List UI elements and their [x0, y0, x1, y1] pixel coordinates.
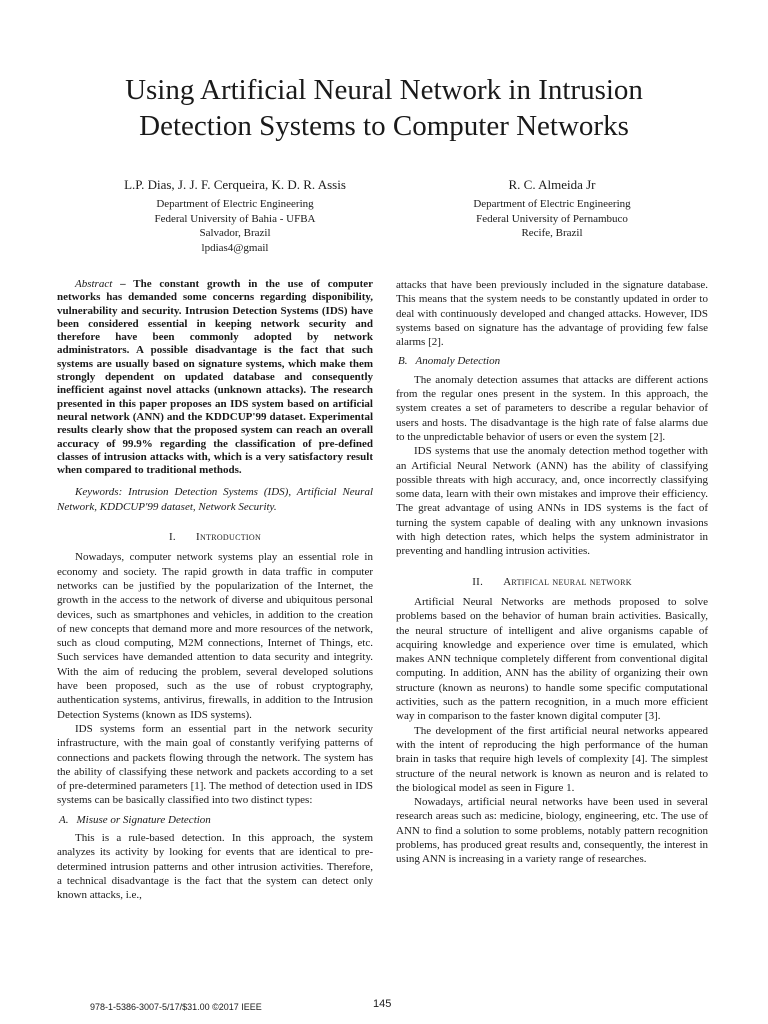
author-names: R. C. Almeida Jr — [508, 177, 596, 192]
abstract-lead: Abstract — [75, 278, 113, 290]
abstract — [57, 278, 373, 477]
author-university: Federal University of Pernambuco — [476, 212, 628, 225]
title-line-2: Detection Systems to Computer Networks — [139, 110, 629, 142]
section-heading-ann: II. Artifical neural network — [472, 575, 632, 588]
paragraph: Nowadays, artificial neural networks have been used in several research areas such as: medicine, biology, engineering, etc. The use of ANN to find a solution to some problems, notably pattern recognition problems, has produced great results and, consequently, the interest in using ANN is increasing in a variety range of researches. — [396, 796, 708, 866]
paper-title — [60, 72, 708, 144]
paragraph: This is a rule-based detection. In this approach, the system analyzes its activity by looking for events that are identical to pre-determined intrusion patterns and other intrusion activities. Therefore, a technical disadvantage is the fact that the system can detect only known attacks, i.e., — [57, 831, 373, 902]
paragraph: IDS systems form an essential part in the network security infrastructure, with the main goal of constantly verifying patterns of connections and packets flowing through the network. The system has the ability of classifying these network and packets according to a set of pre-determined parameters [1]. The method of detection used in IDS systems can be basically classified into two distinct types: — [57, 722, 373, 807]
paragraph: Artificial Neural Networks are methods proposed to solve problems based on the behavior of human brain activities. Basically, the neural structure of intelligent and alive organisms capable of acquiring knowledge and experience over time is emulated, which makes ANN technique completely different from conventional digital computing. In addition, ANN has the ability of organizing their own structure (known as neurons) to handle some specific computational activities, such as the pattern recognition, in a much more efficient way in comparison to the faster known digital computer [3]. — [396, 595, 708, 723]
author-block-left — [80, 177, 390, 255]
section-heading-introduction: I. Introduction — [168, 531, 262, 544]
paragraph: Nowadays, computer network systems play an essential role in economy and society. The rapid growth in data traffic in computer networks can be justified by the popularization of the Internet, the growth in the access to the network of diverse and ubiquitous personal devices, such as smartphones and vehicles, in addition to the creation of new concepts that demand more and more resources of the network, such as cloud computing, M2M connections, Internet of Things, etc. Such services have demanded attention to data security and integrity. With the aim of reducing the problem, several developed solutions have been proposed, such as the use of robust cryptography, authentication systems, antivirus, firewalls, in addition to the Intrusion Detection Systems (known as IDS systems). — [57, 551, 373, 721]
left-column — [57, 278, 373, 902]
paragraph: IDS systems that use the anomaly detection method together with an Artificial Neural Network (ANN) has the ability of classifying possible threats with high accuracy, and, once incorrectly classifying some data, learn with their own mistakes and improve their efficiency. The great advantage of using ANNs in IDS systems is the fact of turning the system capable of dealing with any unknown invasions with high detection rates, which helps the system administrator in preventing and handling intrusion activities. — [396, 445, 708, 558]
author-university: Federal University of Bahia - UFBA — [154, 212, 316, 225]
subsection-heading-anomaly: B. Anomaly Detection — [398, 355, 501, 368]
page-number: 145 — [373, 998, 392, 1010]
author-city: Recife, Brazil — [521, 227, 583, 239]
author-city: Salvador, Brazil — [199, 227, 271, 239]
right-column — [396, 278, 708, 867]
title-line-1: Using Artificial Neural Network in Intrusion — [125, 74, 643, 106]
paragraph: The anomaly detection assumes that attacks are different actions from the regular ones present in the system. In this approach, the system creates a set of parameters to describe a regular behavior of users and hosts. The disadvantage is the high rate of false alarms due to the unpredictable behavior of users or even the system [2]. — [396, 373, 708, 443]
author-email: lpdias4@gmail — [201, 241, 269, 254]
author-department: Department of Electric Engineering — [156, 198, 314, 210]
keywords: Keywords: Intrusion Detection Systems (IDS), Artificial Neural Network, KDDCUP'99 dataset, Network Security. — [57, 486, 373, 513]
footer-isbn: 978-1-5386-3007-5/17/$31.00 ©2017 IEEE — [90, 1002, 262, 1012]
author-department: Department of Electric Engineering — [473, 198, 631, 210]
abstract-text: – The constant growth in the use of computer networks has demanded some concerns regarding disponibility, vulnerability and security. Intrusion Detection Systems (IDS) have been considered essential in keeping network security and therefore have been commonly adopted by network administrators. A possible disadvantage is the fact that such systems are usually based on signature systems, which make them strongly dependent on updated database and consequently inefficient against novel attacks (unknown attacks). The research presented in this paper proposes an IDS system based on artificial neural network (ANN) and the KDDCUP'99 dataset. Experimental results clearly show that the proposed system can reach an overall accuracy of 99.9% regarding the classification of pre-defined classes of intrusion attacks with, which is a very satisfactory result when compared to traditional methods. — [57, 278, 373, 477]
paragraph: The development of the first artificial neural networks appeared with the intent of reproducing the high performance of the human brain in tasks that require high levels of complexity [4]. The simplest structure of the neural network is known as neuron and is related to the biological model as seen in Figure 1. — [396, 724, 708, 794]
subsection-heading-misuse: A. Misuse or Signature Detection — [59, 813, 211, 826]
author-names: L.P. Dias, J. J. F. Cerqueira, K. D. R. Assis — [124, 177, 346, 192]
paragraph: attacks that have been previously included in the signature database. This means that the system needs to be constantly updated in order to deal with continuously developed and changed attacks. However, IDS systems based on signature has the advantage of providing few false alarms [2]. — [396, 279, 708, 349]
author-block-right — [400, 177, 704, 241]
